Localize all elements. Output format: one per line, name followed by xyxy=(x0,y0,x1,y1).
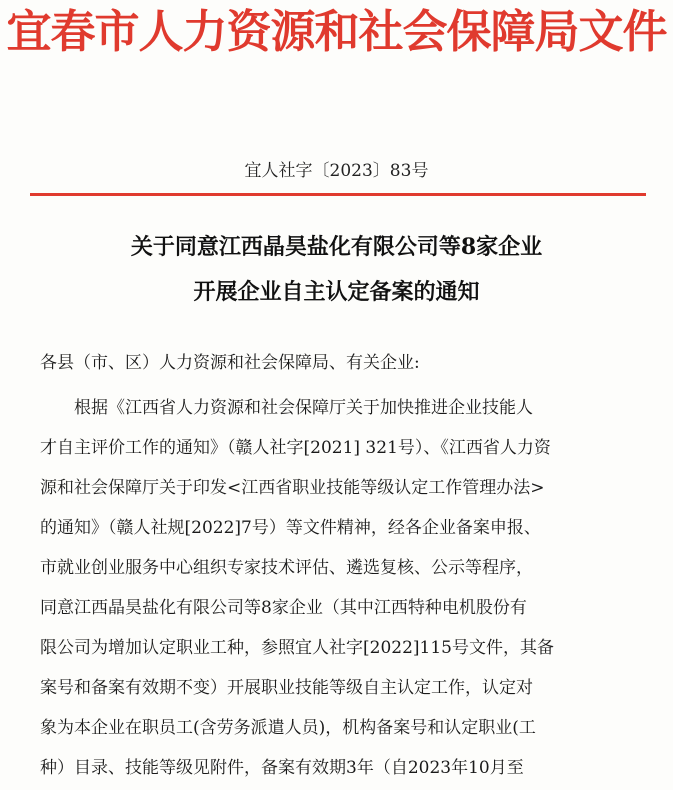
org-header: 宜春市人力资源和社会保障局文件 xyxy=(6,5,667,58)
body-line: 同意江西晶昊盐化有限公司等8家企业（其中江西特种电机股份有 xyxy=(40,598,527,618)
body-line: 种）目录、技能等级见附件，备案有效期3年（自2023年10月至 xyxy=(40,758,524,778)
red-divider xyxy=(30,193,646,196)
document-number: 宜人社字〔2023〕83号 xyxy=(244,161,429,181)
document-title-line-2: 开展企业自主认定备案的通知 xyxy=(193,279,480,305)
body-text xyxy=(40,388,640,788)
document-title-line-1: 关于同意江西晶昊盐化有限公司等8家企业 xyxy=(130,234,543,260)
body-line: 限公司为增加认定职业工种，参照宜人社字[2022]115号文件，其备 xyxy=(40,638,554,658)
salutation: 各县（市、区）人力资源和社会保障局、有关企业: xyxy=(40,353,420,373)
body-line: 市就业创业服务中心组织专家技术评估、遴选复核、公示等程序， xyxy=(40,558,533,578)
body-line: 根据《江西省人力资源和社会保障厅关于加快推进企业技能人 xyxy=(40,398,533,418)
body-line: 象为本企业在职员工(含劳务派遣人员)，机构备案号和认定职业(工 xyxy=(40,718,536,738)
body-line: 案号和备案有效期不变）开展职业技能等级自主认定工作，认定对 xyxy=(40,678,533,698)
body-line: 才自主评价工作的通知》（赣人社字[2021] 321号）、《江西省人力资 xyxy=(40,438,551,458)
body-line: 源和社会保障厅关于印发<江西省职业技能等级认定工作管理办法> xyxy=(40,478,545,498)
body-line: 的通知》（赣人社规[2022]7号）等文件精神，经各企业备案申报、 xyxy=(40,518,541,538)
